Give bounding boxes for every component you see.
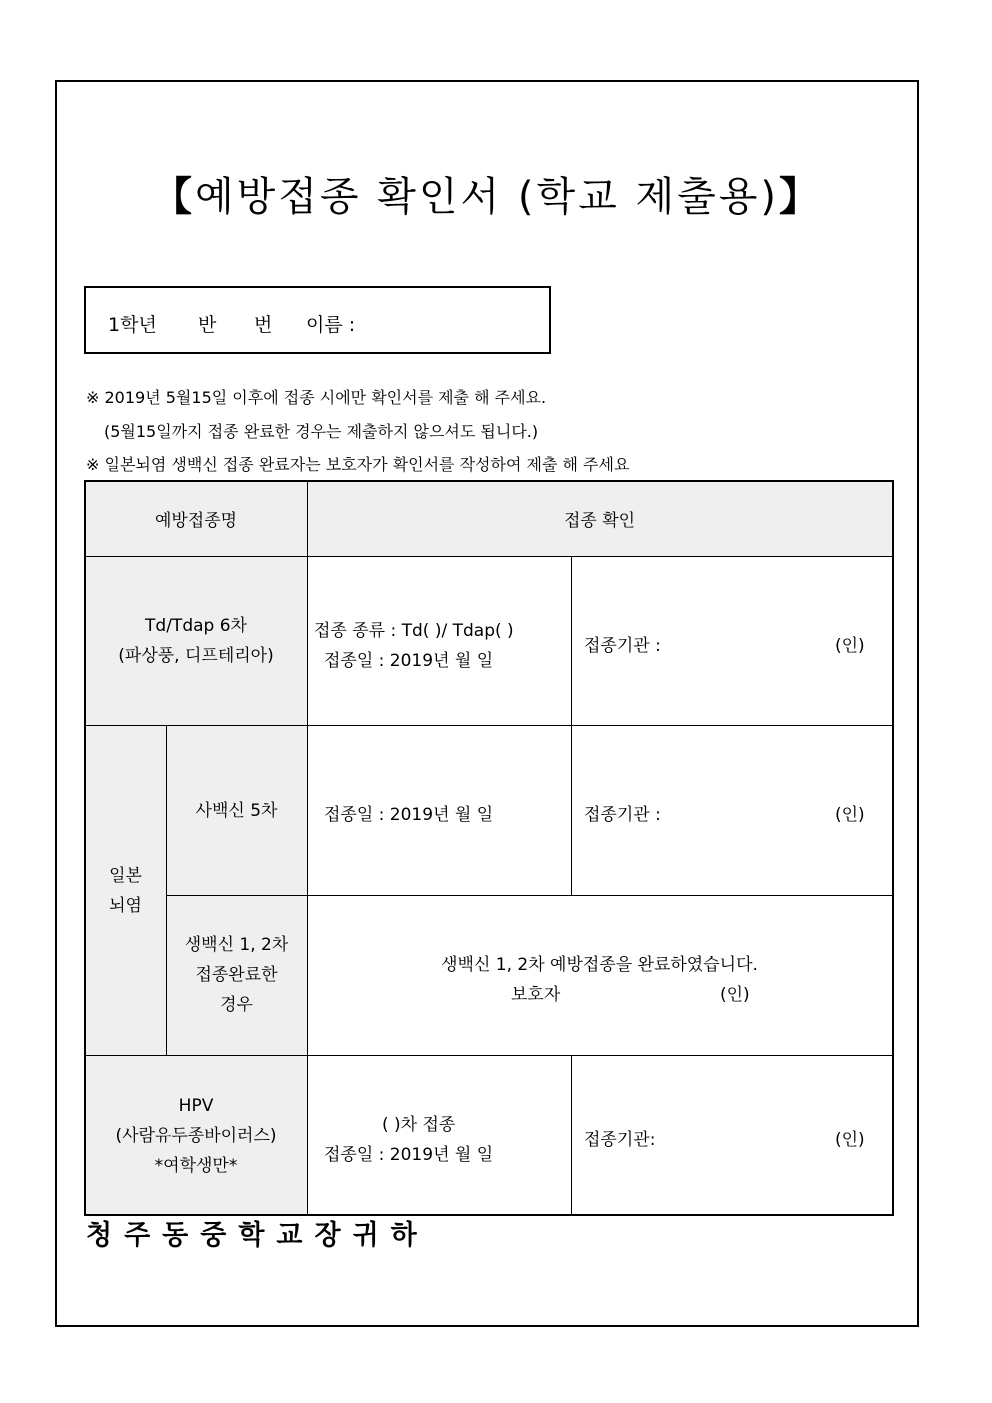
addressee-footer: 청주동중학교장귀하 xyxy=(86,1220,429,1251)
guardian-seal: (인) xyxy=(720,985,750,1005)
hpv-name-line1: HPV xyxy=(178,1095,214,1116)
header-vaccine-name-text: 예방접종명 xyxy=(154,511,238,531)
header-confirmation-text: 접종 확인 xyxy=(563,511,636,531)
hpv-vaccine-name-cell xyxy=(85,1056,307,1215)
note-2: (5월15일까지 접종 완료한 경우는 제출하지 않으셔도 됩니다.) xyxy=(104,422,539,441)
guardian-label: 보호자 xyxy=(511,985,561,1005)
je-group-line2: 뇌염 xyxy=(109,895,142,916)
td-institution-label: 접종기관 : xyxy=(584,636,661,656)
je-killed-name: 사백신 5차 xyxy=(195,800,278,821)
je-killed-vaccine-cell xyxy=(166,726,307,895)
je-group-cell xyxy=(85,726,166,1055)
table-line-je-subcol xyxy=(166,726,167,1055)
hpv-date-line: 접종일 : 2019년 월 일 xyxy=(324,1145,494,1165)
table-line-td xyxy=(85,725,893,726)
header-confirmation xyxy=(307,481,892,556)
je-killed-institution-label: 접종기관 : xyxy=(584,805,661,825)
hpv-name-line2: (사람유두종바이러스) xyxy=(115,1125,277,1146)
td-date-line: 접종일 : 2019년 월 일 xyxy=(324,651,494,671)
student-info-box xyxy=(84,286,551,354)
je-live-statement: 생백신 1, 2차 예방접종을 완료하였습니다. xyxy=(441,955,758,975)
je-killed-date-line: 접종일 : 2019년 월 일 xyxy=(324,805,494,825)
td-vaccine-name-cell xyxy=(85,557,307,725)
hpv-institution-label: 접종기관: xyxy=(584,1130,656,1150)
table-line-je-split xyxy=(166,895,893,896)
grade-label: 1학년 xyxy=(108,314,157,336)
td-name-line2: (파상풍, 디프테리아) xyxy=(118,646,274,666)
je-live-line1: 생백신 1, 2차 xyxy=(184,935,289,955)
table-line-name-col xyxy=(307,481,308,1215)
note-1: ※ 2019년 5월15일 이후에 접종 시에만 확인서를 제출 해 주세요. xyxy=(86,388,547,407)
je-live-line2: 접종완료한 xyxy=(195,965,278,985)
hpv-seal: (인) xyxy=(835,1130,865,1150)
table-border-top xyxy=(84,480,894,482)
td-seal: (인) xyxy=(835,636,865,656)
table-border-left xyxy=(84,480,86,1216)
table-line-header xyxy=(85,556,893,557)
td-name-line1: Td/Tdap 6차 xyxy=(145,616,247,636)
page-title xyxy=(55,165,919,222)
table-line-inst-col-upper xyxy=(571,557,572,895)
table-border-right xyxy=(892,480,894,1216)
je-killed-seal: (인) xyxy=(835,805,865,825)
table-line-je xyxy=(85,1055,893,1056)
note-3: ※ 일본뇌염 생백신 접종 완료자는 보호자가 확인서를 작성하여 제출 해 주세요 xyxy=(86,455,630,474)
je-live-vaccine-cell xyxy=(166,895,307,1055)
title-close-bracket: 】 xyxy=(779,174,823,220)
name-label: 이름 : xyxy=(306,314,356,336)
hpv-dose-line: ( )차 접종 xyxy=(382,1115,456,1135)
table-line-inst-col-lower xyxy=(571,1056,572,1215)
td-type-line: 접종 종류 : Td( )/ Tdap( ) xyxy=(314,621,514,641)
class-label: 반 xyxy=(198,314,217,336)
number-label: 번 xyxy=(254,314,273,336)
header-vaccine-name xyxy=(85,481,307,556)
hpv-name-line3: *여학생만* xyxy=(154,1155,238,1176)
je-live-line3: 경우 xyxy=(220,995,253,1015)
je-group-line1: 일본 xyxy=(109,865,142,886)
title-text: 예방접종 확인서 (학교 제출용) xyxy=(194,174,780,220)
title-open-bracket: 【 xyxy=(151,174,195,220)
